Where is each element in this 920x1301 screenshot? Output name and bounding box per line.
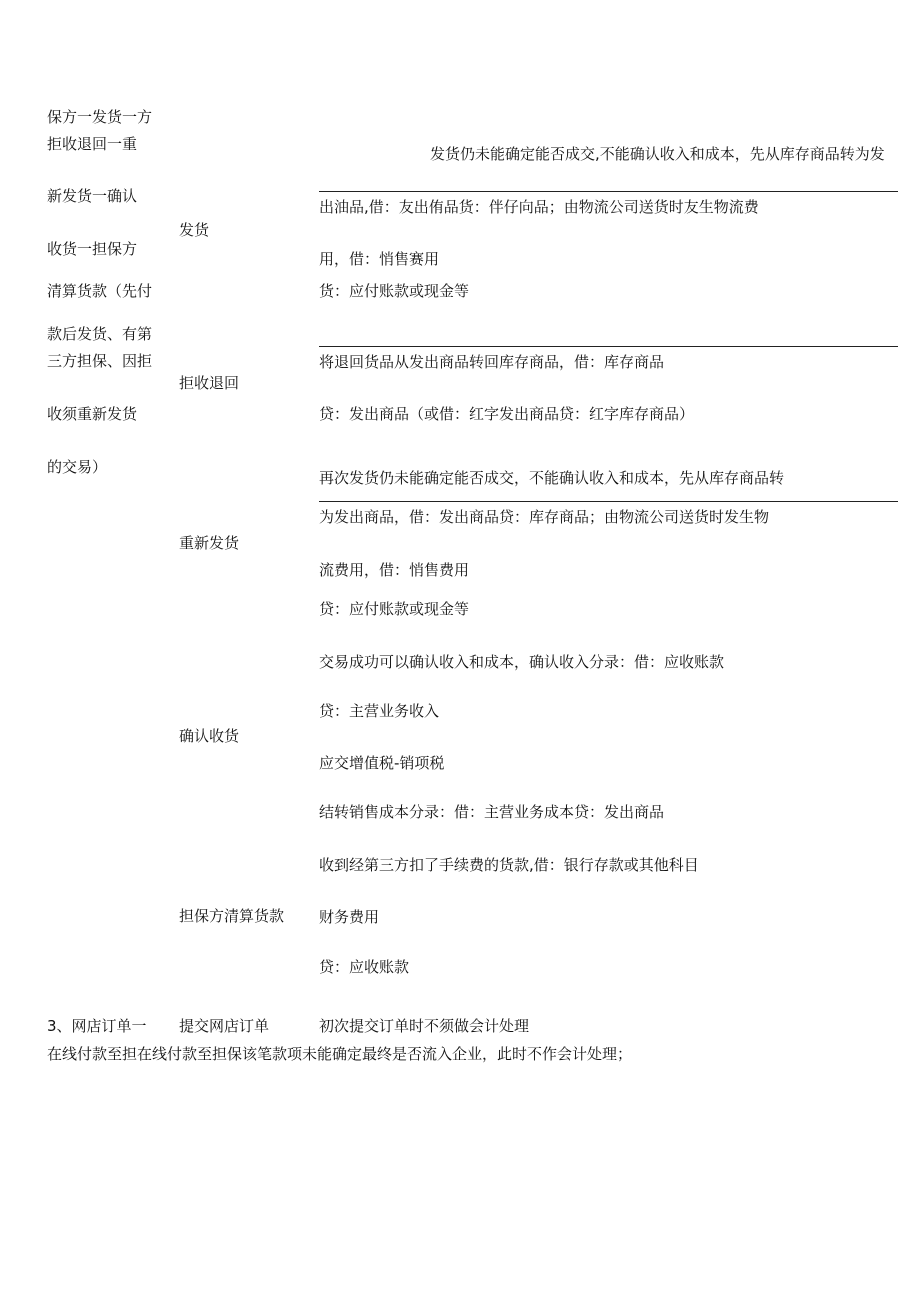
entry-line: 贷：发出商品（或借：红字发出商品贷：红字库存商品） (319, 405, 695, 423)
step-ship: 发货 (179, 221, 210, 239)
entry-line: 初次提交订单时不须做会计处理 (319, 1017, 530, 1035)
entry-line: 收到经第三方扣了手续费的货款,借：银行存款或其他科目 (319, 856, 699, 874)
left-column-line: 的交易） (47, 458, 108, 476)
entry-line: 用，借：悄售赛用 (319, 250, 440, 268)
entry-line: 出油品,借：友出侑品货：伴仔向品；由物流公司送货时友生物流费 (319, 198, 759, 216)
left-column-line: 保方一发货一方 (47, 108, 153, 126)
left-column-line: 拒收退回一重 (47, 135, 138, 153)
entry-line: 贷：应收账款 (319, 958, 410, 976)
left-column-line: 三方担保、因拒 (47, 352, 153, 370)
footer-line: 在线付款至担在线付款至担保该笔款项未能确定最终是否流入企业，此时不作会计处理； (47, 1045, 633, 1063)
left-column-line: 新发货一确认 (47, 187, 138, 205)
step-guarantor-settle: 担保方清算货款 (179, 907, 285, 925)
entry-line: 应交增值税-销项税 (319, 754, 445, 772)
step-reject-return: 拒收退回 (179, 374, 240, 392)
step-submit-order: 提交网店订单 (179, 1017, 270, 1035)
left-column-line: 收须重新发货 (47, 405, 138, 423)
entry-line: 为发出商品，借：发出商品贷：库存商品；由物流公司送货时发生物 (319, 508, 770, 526)
left-column-line: 款后发货、有第 (47, 325, 153, 343)
step-confirm-receipt: 确认收货 (179, 727, 240, 745)
step-reship: 重新发货 (179, 534, 240, 552)
entry-line: 财务费用 (319, 908, 380, 926)
row-divider (319, 346, 898, 347)
row-divider (319, 191, 898, 192)
entry-line: 交易成功可以确认收入和成本，确认收入分录：借：应收账款 (319, 653, 725, 671)
entry-line: 贷：应付账款或现金等 (319, 600, 470, 618)
row-divider (319, 501, 898, 502)
entry-line: 再次发货仍未能确定能否成交，不能确认收入和成本，先从库存商品转 (319, 469, 785, 487)
section-3-label: 3、网店订单一 (47, 1017, 147, 1035)
entry-line: 结转销售成本分录：借：主营业务成本贷：发出商品 (319, 803, 665, 821)
left-column-line: 收货一担保方 (47, 240, 138, 258)
entry-line: 货：应付账款或现金等 (319, 282, 470, 300)
entry-line: 将退回货品从发出商品转回库存商品，借：库存商品 (319, 353, 665, 371)
left-column-line: 清算货款（先付 (47, 282, 153, 300)
entry-line: 贷：主营业务收入 (319, 702, 440, 720)
entry-line: 流费用，借：悄售费用 (319, 561, 470, 579)
entry-line: 发货仍未能确定能否成交,不能确认收入和成本，先从库存商品转为发 (430, 145, 885, 163)
